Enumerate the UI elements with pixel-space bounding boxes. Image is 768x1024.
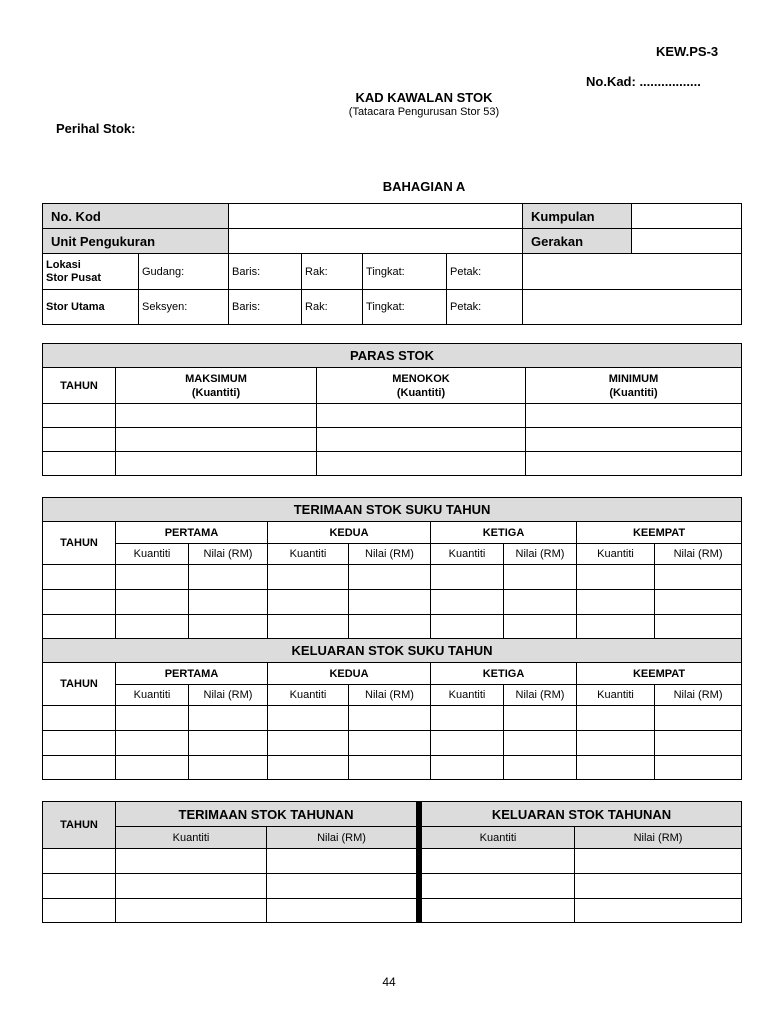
- petak-label: Petak:: [447, 254, 523, 290]
- table-cell[interactable]: [116, 428, 317, 452]
- table-cell[interactable]: [349, 590, 431, 615]
- table-cell[interactable]: [655, 756, 742, 780]
- table-row: [43, 706, 742, 731]
- kuantiti-label: (Kuantiti): [396, 386, 446, 399]
- section-title: BAHAGIAN A: [382, 179, 466, 194]
- table-cell[interactable]: [43, 615, 116, 639]
- stor-utama-field[interactable]: [523, 290, 742, 325]
- table-cell[interactable]: [189, 756, 268, 780]
- table-cell[interactable]: [577, 731, 655, 756]
- seksyen-label: Seksyen:: [139, 290, 229, 325]
- tahun-header: TAHUN: [43, 368, 116, 404]
- tahun-header: TAHUN: [43, 663, 116, 706]
- table-cell[interactable]: [116, 404, 317, 428]
- paras-stok-table: [42, 343, 742, 476]
- table-cell[interactable]: [43, 706, 116, 731]
- table-cell[interactable]: [43, 849, 116, 874]
- table-cell[interactable]: [526, 428, 742, 452]
- table-cell[interactable]: [116, 590, 189, 615]
- q3-header: KETIGA: [431, 663, 577, 685]
- table-cell[interactable]: [189, 615, 268, 639]
- table-cell[interactable]: [431, 615, 504, 639]
- nilai-header: Nilai (RM): [189, 685, 268, 706]
- table-row: [43, 565, 742, 590]
- tahun-header: TAHUN: [43, 522, 116, 565]
- table-cell[interactable]: [575, 849, 742, 874]
- table-cell[interactable]: [349, 756, 431, 780]
- tingkat-label: Tingkat:: [363, 254, 447, 290]
- nilai-header: Nilai (RM): [655, 685, 742, 706]
- annual-stock-table: [42, 801, 742, 923]
- table-cell[interactable]: [577, 706, 655, 731]
- kuantiti-header: Kuantiti: [268, 685, 349, 706]
- lokasi-stor-pusat-label: [43, 254, 139, 290]
- baris-label: Baris:: [229, 290, 302, 325]
- table-cell[interactable]: [577, 615, 655, 639]
- menokok-label: MENOKOK: [392, 372, 450, 385]
- gerakan-label: Gerakan: [523, 229, 632, 254]
- maksimum-header: [116, 368, 317, 404]
- table-cell[interactable]: [655, 615, 742, 639]
- table-cell[interactable]: [422, 874, 575, 899]
- table-cell[interactable]: [317, 428, 526, 452]
- table-cell[interactable]: [504, 615, 577, 639]
- table-cell[interactable]: [349, 731, 431, 756]
- table-cell[interactable]: [504, 590, 577, 615]
- table-cell[interactable]: [189, 706, 268, 731]
- petak-label: Petak:: [447, 290, 523, 325]
- nilai-header: Nilai (RM): [267, 827, 417, 849]
- kumpulan-label: Kumpulan: [523, 204, 632, 229]
- table-cell[interactable]: [267, 849, 417, 874]
- kuantiti-header: Kuantiti: [116, 544, 189, 565]
- tingkat-label: Tingkat:: [363, 290, 447, 325]
- table-cell[interactable]: [116, 706, 189, 731]
- kuantiti-header: Kuantiti: [431, 685, 504, 706]
- table-cell[interactable]: [43, 428, 116, 452]
- table-cell[interactable]: [504, 706, 577, 731]
- table-cell[interactable]: [43, 452, 116, 476]
- table-cell[interactable]: [504, 565, 577, 590]
- nilai-header: Nilai (RM): [655, 544, 742, 565]
- q2-header: KEDUA: [268, 663, 431, 685]
- q1-header: PERTAMA: [116, 663, 268, 685]
- stor-pusat-label: Stor Pusat: [46, 271, 102, 284]
- table-row: [43, 731, 742, 756]
- kuantiti-label: (Kuantiti): [609, 386, 658, 399]
- terimaan-suku-title: TERIMAAN STOK SUKU TAHUN: [43, 498, 742, 522]
- table-cell[interactable]: [431, 565, 504, 590]
- table-cell[interactable]: [655, 731, 742, 756]
- table-cell[interactable]: [189, 590, 268, 615]
- table-cell[interactable]: [116, 849, 267, 874]
- table-cell[interactable]: [116, 615, 189, 639]
- kuantiti-header: Kuantiti: [431, 544, 504, 565]
- stor-utama-label: Stor Utama: [43, 290, 139, 325]
- terimaan-tahunan-title: TERIMAAN STOK TAHUNAN: [116, 802, 417, 827]
- table-cell[interactable]: [655, 706, 742, 731]
- table-row: [43, 849, 742, 874]
- table-cell[interactable]: [504, 756, 577, 780]
- table-cell[interactable]: [577, 565, 655, 590]
- quarterly-stock-table: [42, 497, 742, 780]
- table-cell[interactable]: [431, 731, 504, 756]
- table-cell[interactable]: [268, 731, 349, 756]
- table-row: [43, 756, 742, 780]
- table-cell[interactable]: [43, 756, 116, 780]
- table-cell[interactable]: [267, 899, 417, 923]
- page-subtitle: (Tatacara Pengurusan Stor 53): [348, 106, 500, 118]
- table-cell[interactable]: [116, 565, 189, 590]
- gudang-label: Gudang:: [139, 254, 229, 290]
- rak-label: Rak:: [302, 254, 363, 290]
- table-row: [43, 874, 742, 899]
- maksimum-label: MAKSIMUM: [185, 372, 247, 385]
- nilai-header: Nilai (RM): [575, 827, 742, 849]
- table-cell[interactable]: [422, 899, 575, 923]
- gerakan-field[interactable]: [632, 229, 742, 254]
- table-cell[interactable]: [43, 731, 116, 756]
- kuantiti-header: Kuantiti: [116, 685, 189, 706]
- kuantiti-header: Kuantiti: [422, 827, 575, 849]
- table-cell[interactable]: [268, 756, 349, 780]
- table-cell[interactable]: [43, 874, 116, 899]
- table-cell[interactable]: [655, 565, 742, 590]
- table-cell[interactable]: [189, 565, 268, 590]
- kuantiti-header: Kuantiti: [116, 827, 267, 849]
- table-cell[interactable]: [655, 590, 742, 615]
- table-cell[interactable]: [504, 731, 577, 756]
- kuantiti-header: Kuantiti: [577, 685, 655, 706]
- q2-header: KEDUA: [268, 522, 431, 544]
- tahun-header: TAHUN: [43, 802, 116, 849]
- rak-label: Rak:: [302, 290, 363, 325]
- table-cell[interactable]: [268, 706, 349, 731]
- minimum-header: [526, 368, 742, 404]
- lokasi-label: Lokasi: [46, 258, 81, 271]
- q4-header: KEEMPAT: [577, 663, 742, 685]
- no-kod-label: No. Kod: [43, 204, 229, 229]
- nilai-header: Nilai (RM): [189, 544, 268, 565]
- table-cell[interactable]: [526, 452, 742, 476]
- table-row: [43, 590, 742, 615]
- page-title: KAD KAWALAN STOK: [355, 90, 493, 105]
- q4-header: KEEMPAT: [577, 522, 742, 544]
- table-cell[interactable]: [189, 731, 268, 756]
- q1-header: PERTAMA: [116, 522, 268, 544]
- unit-pengukuran-label: Unit Pengukuran: [43, 229, 229, 254]
- table-cell[interactable]: [431, 756, 504, 780]
- nilai-header: Nilai (RM): [504, 544, 577, 565]
- table-cell[interactable]: [575, 899, 742, 923]
- part-a-table: [42, 203, 742, 325]
- table-cell[interactable]: [349, 706, 431, 731]
- menokok-header: [317, 368, 526, 404]
- table-cell[interactable]: [349, 615, 431, 639]
- keluaran-suku-title: KELUARAN STOK SUKU TAHUN: [43, 639, 742, 663]
- table-cell[interactable]: [268, 565, 349, 590]
- table-cell[interactable]: [43, 404, 116, 428]
- table-cell[interactable]: [116, 899, 267, 923]
- nilai-header: Nilai (RM): [504, 685, 577, 706]
- table-cell[interactable]: [268, 590, 349, 615]
- table-row: [43, 615, 742, 639]
- card-number: No.Kad: .................: [586, 74, 701, 89]
- table-cell[interactable]: [268, 615, 349, 639]
- minimum-label: MINIMUM: [608, 372, 659, 385]
- table-cell[interactable]: [43, 899, 116, 923]
- kuantiti-header: Kuantiti: [577, 544, 655, 565]
- table-cell[interactable]: [116, 756, 189, 780]
- table-row: [43, 899, 742, 923]
- nilai-header: Nilai (RM): [349, 544, 431, 565]
- nilai-header: Nilai (RM): [349, 685, 431, 706]
- table-cell[interactable]: [43, 590, 116, 615]
- table-cell[interactable]: [431, 590, 504, 615]
- kumpulan-field[interactable]: [632, 204, 742, 229]
- table-cell[interactable]: [577, 756, 655, 780]
- no-kod-field[interactable]: [229, 204, 523, 229]
- kuantiti-header: Kuantiti: [268, 544, 349, 565]
- baris-label: Baris:: [229, 254, 302, 290]
- table-cell[interactable]: [116, 452, 317, 476]
- table-cell[interactable]: [116, 731, 189, 756]
- table-cell[interactable]: [317, 452, 526, 476]
- q3-header: KETIGA: [431, 522, 577, 544]
- table-cell[interactable]: [526, 404, 742, 428]
- table-cell[interactable]: [267, 874, 417, 899]
- table-cell[interactable]: [422, 849, 575, 874]
- page-number: 44: [382, 975, 396, 989]
- table-cell[interactable]: [431, 706, 504, 731]
- form-code: KEW.PS-3: [656, 44, 719, 59]
- table-cell[interactable]: [43, 565, 116, 590]
- table-cell[interactable]: [575, 874, 742, 899]
- perihal-stok-label: Perihal Stok:: [56, 121, 136, 136]
- table-cell[interactable]: [349, 565, 431, 590]
- table-cell[interactable]: [577, 590, 655, 615]
- stor-pusat-field[interactable]: [523, 254, 742, 290]
- keluaran-tahunan-title: KELUARAN STOK TAHUNAN: [422, 802, 742, 827]
- kuantiti-label: (Kuantiti): [191, 386, 241, 399]
- unit-pengukuran-field[interactable]: [229, 229, 523, 254]
- paras-stok-title: PARAS STOK: [43, 344, 742, 368]
- table-cell[interactable]: [317, 404, 526, 428]
- table-cell[interactable]: [116, 874, 267, 899]
